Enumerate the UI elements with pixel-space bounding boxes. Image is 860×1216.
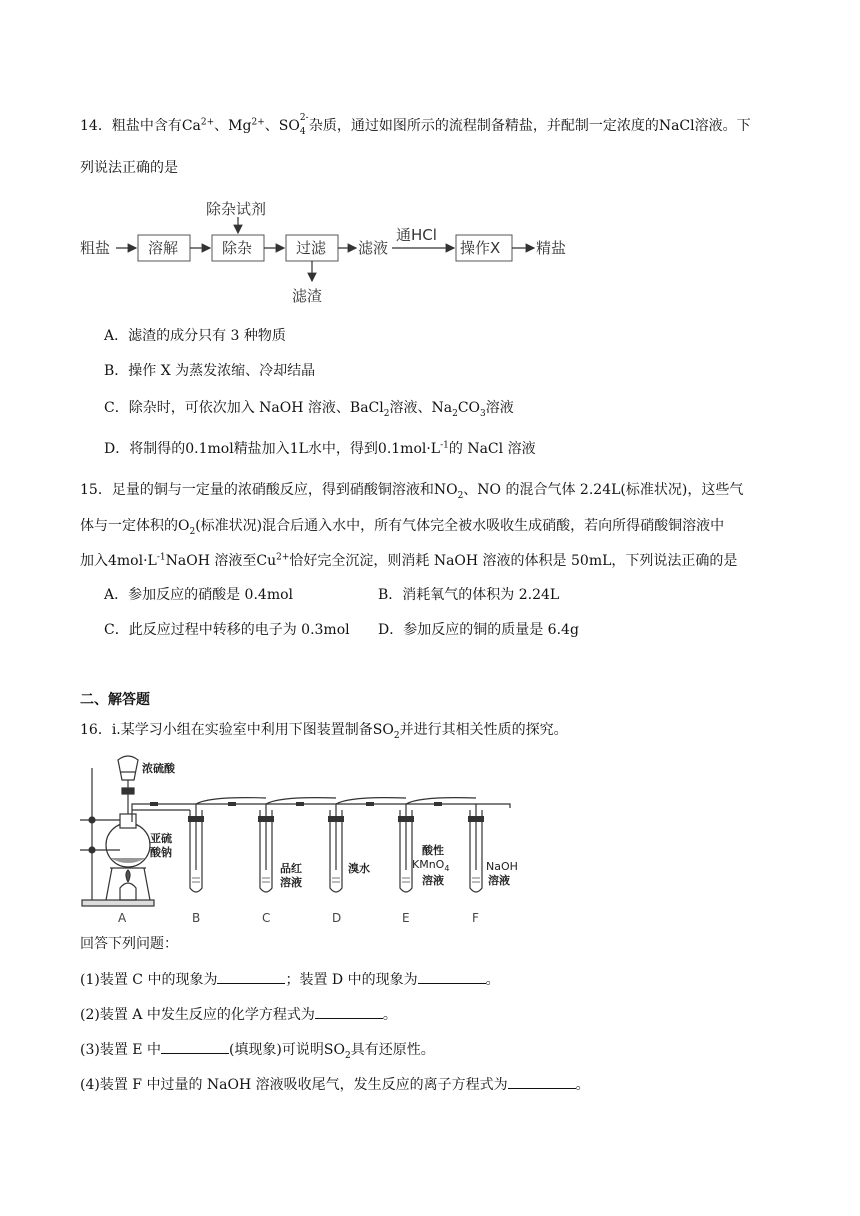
so2-apparatus-diagram bbox=[80, 750, 520, 930]
q14-stem-line2: 列说法正确的是 bbox=[80, 160, 178, 176]
q14-option-b[interactable]: B．操作 X 为蒸发浓缩、冷却结晶 bbox=[104, 363, 316, 379]
apparatus-label-d: D bbox=[332, 911, 342, 925]
label-d-1: 溴水 bbox=[348, 862, 370, 875]
label-sulfite-1: 亚硫 bbox=[150, 832, 172, 845]
apparatus-label-f: F bbox=[472, 911, 479, 925]
q15-option-b[interactable]: B．消耗氧气的体积为 2.24L bbox=[378, 587, 560, 603]
flow-product: 精盐 bbox=[536, 239, 567, 257]
label-c-2: 溶液 bbox=[280, 876, 302, 889]
apparatus-label-c: C bbox=[262, 911, 271, 925]
q14-option-c[interactable]: C．除杂时，可依次加入 NaOH 溶液、BaCl$_2$溶液、$Na_2CO_3$溶液 bbox=[104, 400, 514, 419]
q14-option-d[interactable]: D．将制得的0.1mol精盐加入1L水中，得到$0.1mol\cdot L^{-1}$的 NaCl 溶液 bbox=[104, 440, 536, 457]
flow-dissolve: 溶解 bbox=[148, 239, 179, 257]
section-heading: 二、解答题 bbox=[80, 692, 150, 708]
label-f-2: 溶液 bbox=[488, 874, 510, 887]
q15-option-a[interactable]: A．参加反应的硝酸是 0.4mol bbox=[104, 587, 294, 603]
flow-opx: 操作X bbox=[460, 239, 501, 257]
apparatus-label-b: B bbox=[192, 911, 201, 925]
q15-stem-line1: 15．足量的铜与一定量的浓硝酸反应，得到硝酸铜溶液和$NO_2$、NO 的混合气体 2.24L(标准状况)，这些气 bbox=[80, 482, 744, 501]
label-e-2: KMnO$_4$ bbox=[412, 858, 450, 873]
label-acid: 浓硫酸 bbox=[142, 762, 175, 775]
q16-part1: (1)装置 C 中的现象为 ；装置 D 中的现象为 。 bbox=[80, 969, 500, 990]
q14-option-a[interactable]: A．滤渣的成分只有 3 种物质 bbox=[104, 328, 286, 344]
apparatus-label-a: A bbox=[118, 911, 127, 925]
answer-blank-4[interactable] bbox=[161, 1039, 229, 1054]
label-e-1: 酸性 bbox=[422, 844, 444, 857]
q16-part2: (2)装置 A 中发生反应的化学方程式为 。 bbox=[80, 1004, 397, 1025]
label-c-1: 品红 bbox=[280, 862, 302, 875]
answer-blank-1[interactable] bbox=[217, 969, 285, 984]
flow-filter: 过滤 bbox=[296, 239, 327, 257]
q15-option-d[interactable]: D．参加反应的铜的质量是 6.4g bbox=[378, 622, 579, 638]
flow-filtrate: 滤液 bbox=[358, 239, 389, 257]
flow-reagent: 除杂试剂 bbox=[206, 200, 267, 218]
answer-blank-5[interactable] bbox=[508, 1074, 576, 1089]
q16-answer-prompt: 回答下列问题： bbox=[80, 936, 178, 952]
q15-stem-line3: 加入$4mol\cdot L^{-1}NaOH$ 溶液至$Cu^{2+}$恰好完全沉淀，则消耗 NaOH 溶液的体积是 50mL，下列说法正确的是 bbox=[80, 552, 738, 569]
flow-remove: 除杂 bbox=[222, 239, 253, 257]
q16-intro: 16．ⅰ.某学习小组在实验室中利用下图装置制备$SO_2$并进行其相关性质的探究。 bbox=[80, 722, 568, 741]
q15-option-c[interactable]: C．此反应过程中转移的电子为 0.3mol bbox=[104, 622, 350, 638]
flow-residue: 滤渣 bbox=[292, 287, 323, 305]
label-sulfite-2: 酸钠 bbox=[150, 846, 172, 859]
apparatus-letters bbox=[118, 911, 479, 925]
apparatus-label-e: E bbox=[402, 911, 410, 925]
q15-stem-line2: 体与一定体积的$O_2$(标准状况)混合后通入水中，所有气体完全被水吸收生成硝酸，若向所得硝酸铜溶液中 bbox=[80, 518, 725, 537]
q16-part4: (4)装置 F 中过量的 NaOH 溶液吸收尾气，发生反应的离子方程式为 。 bbox=[80, 1074, 590, 1095]
answer-blank-3[interactable] bbox=[315, 1004, 383, 1019]
label-e-3: 溶液 bbox=[422, 874, 444, 887]
answer-blank-2[interactable] bbox=[418, 969, 486, 984]
flow-hcl: 通HCl bbox=[396, 226, 437, 244]
salt-purification-flowchart bbox=[70, 195, 590, 310]
q14-stem-line1: 14．粗盐中含有$Ca^{2+}$、$Mg^{2+}$、SO 2- 4 杂质，通过如图所示的流程制备精盐，并配制一定浓度的NaCl溶液。下 bbox=[80, 113, 751, 137]
flow-start: 粗盐 bbox=[80, 239, 111, 257]
label-f-1: NaOH bbox=[486, 860, 518, 873]
q16-part3: (3)装置 E 中 (填现象)可说明$SO_2$具有还原性。 bbox=[80, 1039, 435, 1060]
